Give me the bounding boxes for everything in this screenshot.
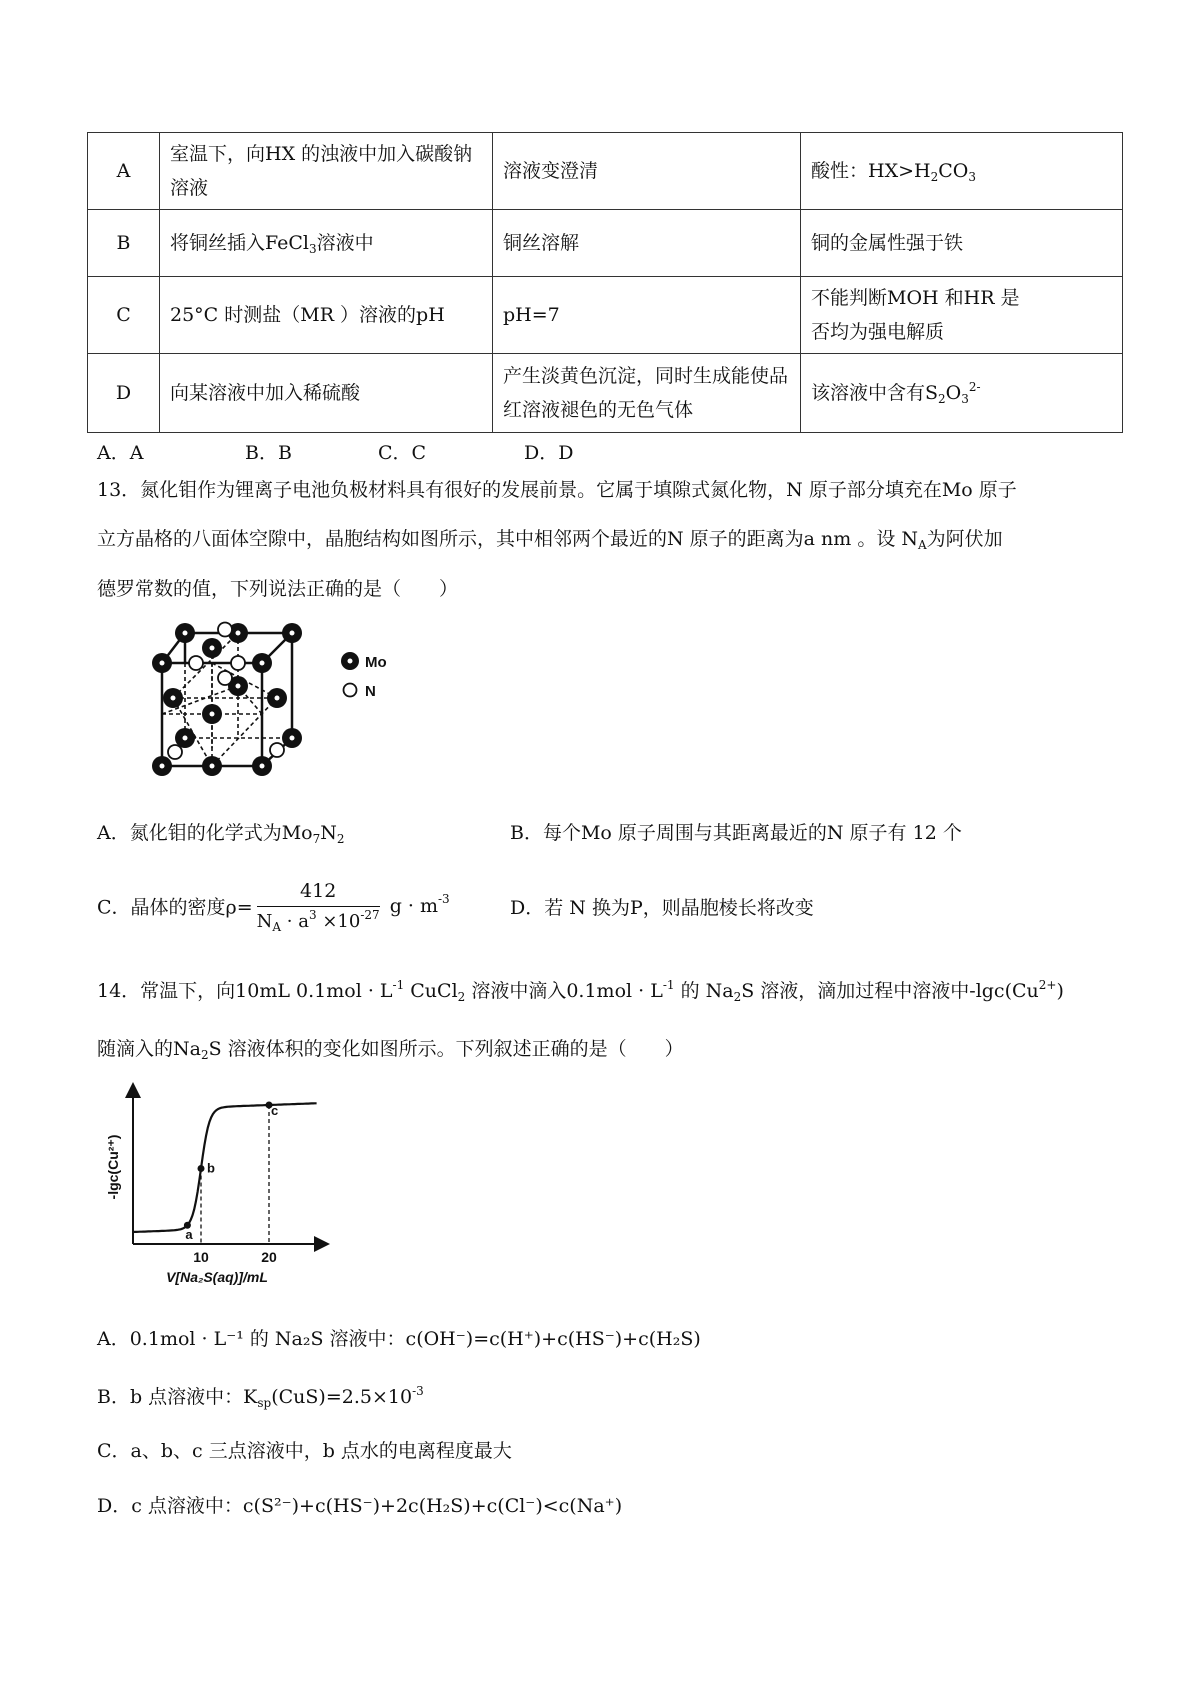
table-row [88, 210, 1123, 277]
q13-option-b[interactable]: B．每个Mo 原子周围与其距离最近的N 原子有 12 个 [510, 822, 962, 844]
y-axis-label: -lgc(Cu²⁺) [105, 1134, 121, 1200]
q13-stem-line: 13．氮化钼作为锂离子电池负极材料具有很好的发展前景。它属于填隙式氮化物，N 原子部分填充在Mo 原子 [97, 479, 1017, 501]
row-label: A [88, 133, 160, 210]
operation-cell [160, 133, 493, 210]
phenomenon-cell: pH=7 [493, 277, 801, 354]
q13-stem-line: 立方晶格的八面体空隙中，晶胞结构如图所示，其中相邻两个最近的N 原子的距离为a nm 。设 $N_A$为阿伏加 [97, 528, 1003, 552]
q14-option-c[interactable]: C．a、b、c 三点溶液中，b 点水的电离程度最大 [97, 1440, 512, 1462]
q14-option-a[interactable]: A．0.1mol · L⁻¹ 的 Na₂S 溶液中：c(OH⁻)=c(H⁺)+c(HS⁻)+c(H₂S) [97, 1328, 701, 1350]
row-label: D [88, 354, 160, 433]
conclusion-text: 否均为强电解质 [811, 321, 945, 343]
q12-option-c[interactable]: C．C [378, 442, 427, 464]
titration-curve [133, 1103, 317, 1232]
table-row [88, 277, 1123, 354]
q13-option-c[interactable]: C．晶体的密度ρ= $\frac{412}{N_A \cdot a^3 \times 10^{-27}}$ $g \cdot m^{-3}$ [97, 880, 450, 934]
operation-cell: 25°C 时测盐（MR ）溶液的pH [160, 277, 493, 354]
operation-cell: 向某溶液中加入稀硫酸 [160, 354, 493, 433]
phenomenon-text: 红溶液褪色的无色气体 [503, 399, 694, 421]
operation-text: 室温下，向HX 的浊液中加入碳酸钠 [170, 143, 473, 165]
row-label: C [88, 277, 160, 354]
mo-legend-label: Mo [365, 654, 387, 671]
x-tick-label: 10 [193, 1249, 209, 1265]
operation-text: 溶液 [170, 177, 209, 199]
experiment-table [87, 132, 1123, 433]
q14-stem-line: 随滴入的$Na_2S$ 溶液体积的变化如图所示。下列叙述正确的是（ ） [97, 1038, 684, 1062]
density-fraction: $\frac{412}{N_A \cdot a^3 \times 10^{-27}}$ [256, 880, 380, 934]
titration-chart [92, 1082, 352, 1292]
conclusion-cell: 酸性：$HX>H_2CO_3$ [801, 133, 1123, 210]
q14-stem-line: 14．常温下，向10mL $0.1mol \cdot L^{-1}$ CuCl$_2$ 溶液中滴入$0.1mol \cdot L^{-1}$ 的 $Na_2S$ 溶液，滴加过程中溶液中$-\lg c(Cu^{2+})$ [97, 978, 1064, 1004]
conclusion-text: 不能判断MOH 和HR 是 [811, 287, 1020, 309]
n-legend-label: N [365, 683, 376, 700]
q12-option-a[interactable]: A．A [97, 442, 144, 464]
crystal-cell-figure [140, 618, 420, 783]
table-row [88, 354, 1123, 433]
phenomenon-cell: 铜丝溶解 [493, 210, 801, 277]
q13-stem-line: 德罗常数的值，下列说法正确的是（ ） [97, 578, 459, 600]
x-tick-label: 20 [261, 1249, 277, 1265]
q12-option-d[interactable]: D．D [524, 442, 574, 464]
q13-option-d[interactable]: D．若 N 换为P，则晶胞棱长将改变 [510, 897, 814, 919]
x-axis-label: V[Na₂S(aq)]/mL [166, 1269, 268, 1285]
phenomenon-text: 产生淡黄色沉淀，同时生成能使品 [503, 365, 789, 387]
conclusion-cell [801, 277, 1123, 354]
q14-option-d[interactable]: D．c 点溶液中：c(S²⁻)+c(HS⁻)+2c(H₂S)+c(Cl⁻)<c(Na⁺) [97, 1495, 623, 1517]
q12-option-b[interactable]: B．B [245, 442, 292, 464]
q14-option-b[interactable]: B．b 点溶液中：$K_{sp}(CuS)=2.5\times 10^{-3}$ [97, 1384, 424, 1410]
phenomenon-cell: 溶液变澄清 [493, 133, 801, 210]
operation-cell: 将铜丝插入FeCl$_3$溶液中 [160, 210, 493, 277]
q13-option-a[interactable]: A．氮化钼的化学式为$Mo_7N_2$ [97, 822, 345, 846]
point-label-a: a [185, 1227, 193, 1243]
point-b [198, 1165, 205, 1172]
n-legend-marker [344, 684, 357, 697]
point-label-b: b [207, 1160, 215, 1176]
table-row [88, 133, 1123, 210]
conclusion-cell: 该溶液中含有$S_2O_3^{2-}$ [801, 354, 1123, 433]
phenomenon-cell [493, 354, 801, 433]
row-label: B [88, 210, 160, 277]
conclusion-cell: 铜的金属性强于铁 [801, 210, 1123, 277]
point-label-c: c [271, 1103, 279, 1118]
